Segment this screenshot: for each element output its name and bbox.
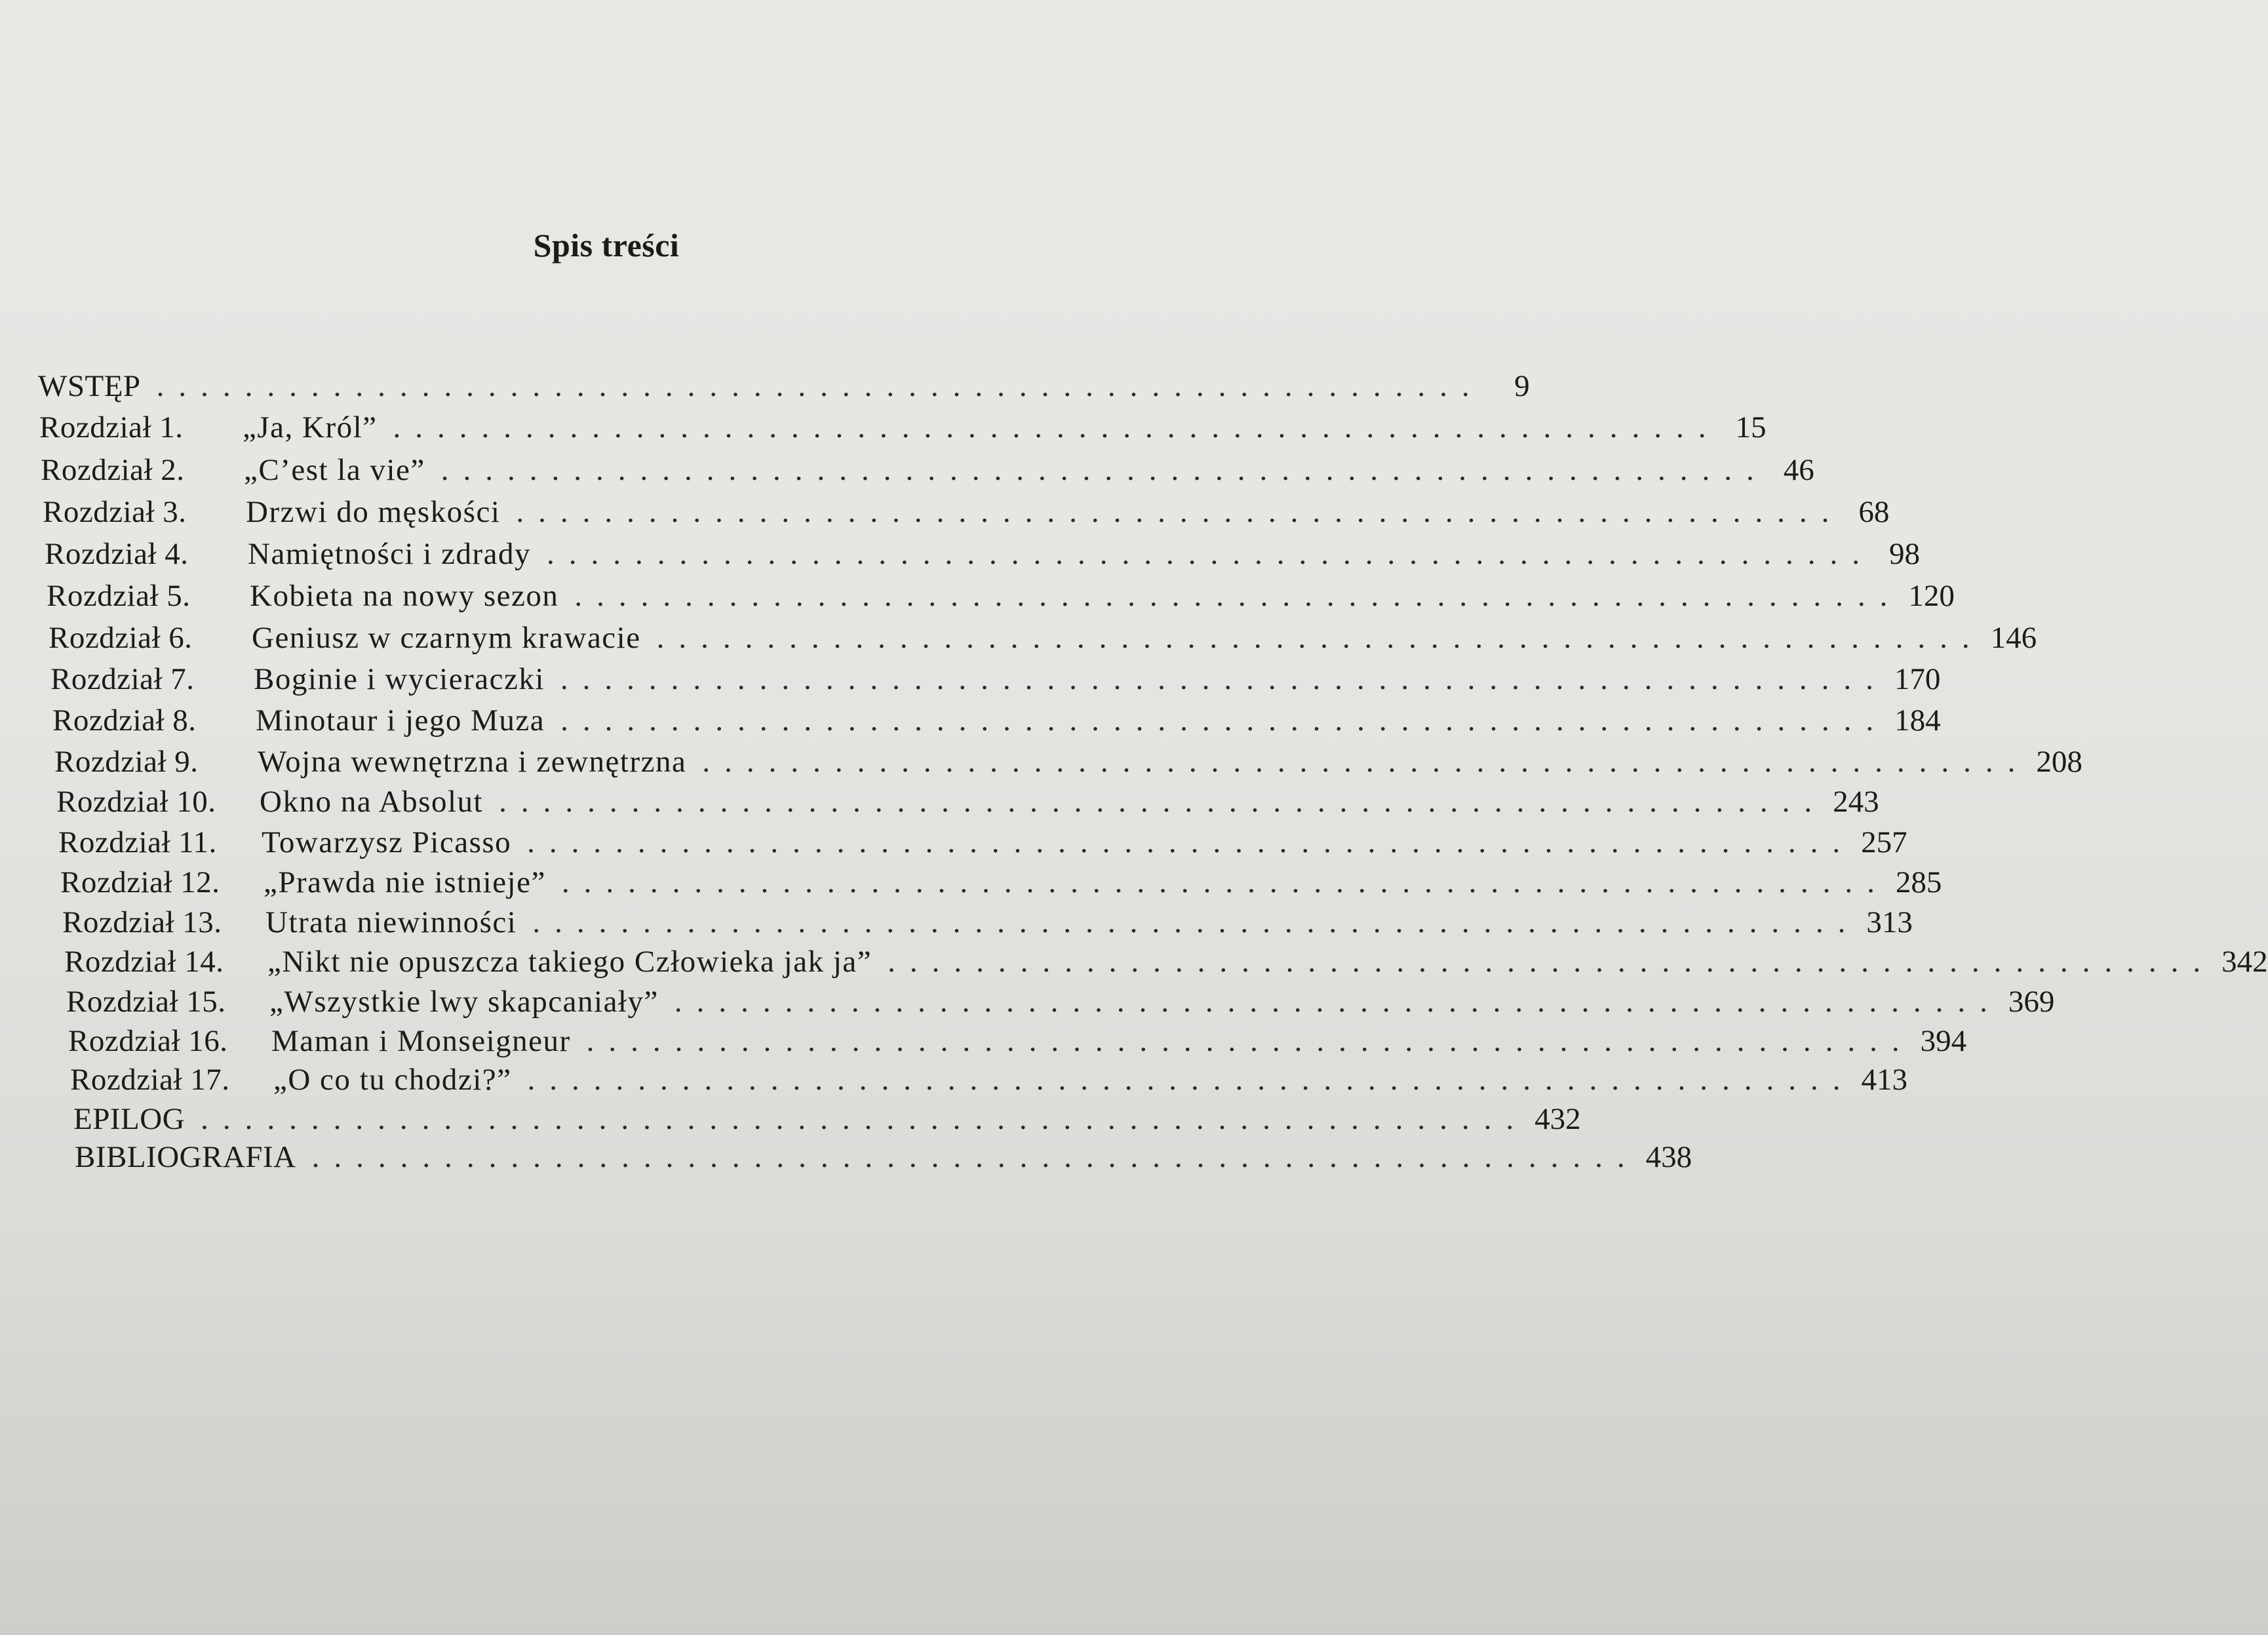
toc-entry [45, 535, 1920, 573]
toc-entry-title: Maman i Monseigneur [271, 1024, 571, 1058]
toc-entry-title: Drzwi do męskości [246, 495, 501, 529]
toc-entry-chapter: Rozdział 12. [60, 865, 220, 899]
toc-entry [70, 1061, 1907, 1099]
dot-leader: ............................................................ [393, 410, 1721, 444]
toc-entry-label: WSTĘP [38, 369, 141, 403]
toc-entry-page: 369 [2008, 985, 2055, 1019]
toc-entry-chapter: Rozdział 3. [43, 495, 187, 529]
toc-entry-chapter: Rozdział 11. [58, 825, 217, 859]
toc-entry-title: Kobieta na nowy sezon [250, 579, 559, 613]
dot-leader: ............................................................ [560, 703, 1888, 738]
toc-entry [41, 451, 1814, 489]
toc-entry-title: Wojna wewnętrzna i zewnętrzna [258, 745, 687, 779]
toc-entry [52, 701, 1941, 739]
toc-entry-page: 257 [1861, 825, 1907, 859]
toc-entry [49, 619, 2037, 657]
toc-entry-chapter: Rozdział 14. [64, 945, 224, 979]
dot-leader: ............................................................ [888, 945, 2216, 979]
toc-entry-label: EPILOG [73, 1102, 186, 1136]
toc-entry-page: 342 [2221, 945, 2268, 979]
toc-entry [56, 783, 1879, 821]
toc-entry [38, 367, 1530, 405]
toc-entry-page: 285 [1895, 865, 1942, 899]
toc-entry [60, 863, 1942, 901]
dot-leader: ............................................................ [574, 579, 1902, 613]
toc-entry-page: 46 [1783, 453, 1814, 487]
toc-entry-title: Minotaur i jego Muza [256, 703, 545, 738]
dot-leader: ............................................................ [527, 825, 1855, 859]
dot-leader: ............................................................ [527, 1063, 1855, 1097]
toc-entry [68, 1022, 1967, 1060]
toc-entry-chapter: Rozdział 17. [70, 1063, 230, 1097]
toc-entry [50, 660, 1941, 698]
dot-leader: ............................................................ [532, 905, 1860, 939]
toc-entry [73, 1100, 1581, 1138]
toc-entry-title: „Nikt nie opuszcza takiego Człowieka jak ja” [267, 945, 872, 979]
dot-leader: ............................................................ [560, 662, 1888, 696]
toc-entry-page: 68 [1858, 495, 1890, 529]
toc-entry-page: 146 [1990, 621, 2037, 655]
toc-entry [66, 983, 2055, 1021]
toc-entry-chapter: Rozdział 15. [66, 985, 226, 1019]
toc-entry-title: „Ja, Król” [243, 410, 378, 444]
toc-entry-chapter: Rozdział 5. [47, 579, 191, 613]
toc-entry [54, 743, 2082, 781]
toc-entry [43, 493, 1890, 531]
toc-entry-page: 438 [1645, 1140, 1692, 1174]
toc-entry-title: Okno na Absolut [260, 785, 484, 819]
toc-entry-chapter: Rozdział 16. [68, 1024, 228, 1058]
toc-entry-chapter: Rozdział 13. [62, 905, 222, 939]
dot-leader: ............................................................ [656, 621, 1984, 655]
toc-entry-chapter: Rozdział 7. [50, 662, 195, 696]
toc-entry-page: 394 [1920, 1024, 1967, 1058]
toc-entry-page: 432 [1535, 1102, 1581, 1136]
dot-leader: ............................................................ [674, 985, 2002, 1019]
dot-leader: ............................................................ [546, 537, 1874, 571]
toc-entry [47, 577, 1955, 615]
toc-entry-title: Geniusz w czarnym krawacie [252, 621, 641, 655]
toc-entry-title: „Prawda nie istnieje” [264, 865, 546, 899]
toc-entry-chapter: Rozdział 8. [52, 703, 197, 738]
toc-entry [39, 408, 1767, 446]
toc-entry-title: Namiętności i zdrady [248, 537, 531, 571]
toc-entry [64, 943, 2268, 981]
toc-entry-chapter: Rozdział 6. [49, 621, 193, 655]
toc-entry-page: 413 [1861, 1063, 1907, 1097]
toc-entry-page: 243 [1833, 785, 1879, 819]
dot-leader: ............................................................ [586, 1024, 1914, 1058]
toc-entry-title: Utrata niewinności [265, 905, 517, 939]
toc-entry-title: Boginie i wycieraczki [254, 662, 545, 696]
toc-entry-page: 98 [1888, 537, 1920, 571]
toc-entry-page: 170 [1894, 662, 1941, 696]
dot-leader: ............................................................ [499, 785, 1827, 819]
dot-leader: ............................................................ [440, 453, 1769, 487]
dot-leader: ............................................................ [201, 1102, 1529, 1136]
toc-entry-chapter: Rozdział 1. [39, 410, 184, 444]
toc-entry [58, 823, 1907, 861]
toc-entry-chapter: Rozdział 2. [41, 453, 185, 487]
toc-entry-chapter: Rozdział 9. [54, 745, 199, 779]
toc-entry-page: 184 [1894, 703, 1941, 738]
toc-entry-page: 9 [1514, 369, 1530, 403]
toc-entry-title: „C’est la vie” [244, 453, 425, 487]
dot-leader: ............................................................ [156, 369, 1484, 403]
toc-heading: Spis treści [533, 227, 680, 264]
toc-entry-label: BIBLIOGRAFIA [75, 1140, 296, 1174]
toc-entry [75, 1138, 1692, 1176]
toc-entry-title: „O co tu chodzi?” [273, 1063, 512, 1097]
dot-leader: ............................................................ [311, 1140, 1639, 1174]
toc-entry-chapter: Rozdział 10. [56, 785, 216, 819]
toc-entry-title: „Wszystkie lwy skapcaniały” [269, 985, 659, 1019]
toc-entry-chapter: Rozdział 4. [45, 537, 189, 571]
toc-entry [62, 903, 1913, 941]
toc-entry-title: Towarzysz Picasso [262, 825, 512, 859]
toc-entry-page: 120 [1908, 579, 1955, 613]
toc-entry-page: 15 [1735, 410, 1767, 444]
dot-leader: ............................................................ [561, 865, 1889, 899]
toc-entry-page: 313 [1866, 905, 1913, 939]
toc-entry-page: 208 [2036, 745, 2082, 779]
dot-leader: ............................................................ [516, 495, 1844, 529]
dot-leader: ............................................................ [702, 745, 2030, 779]
